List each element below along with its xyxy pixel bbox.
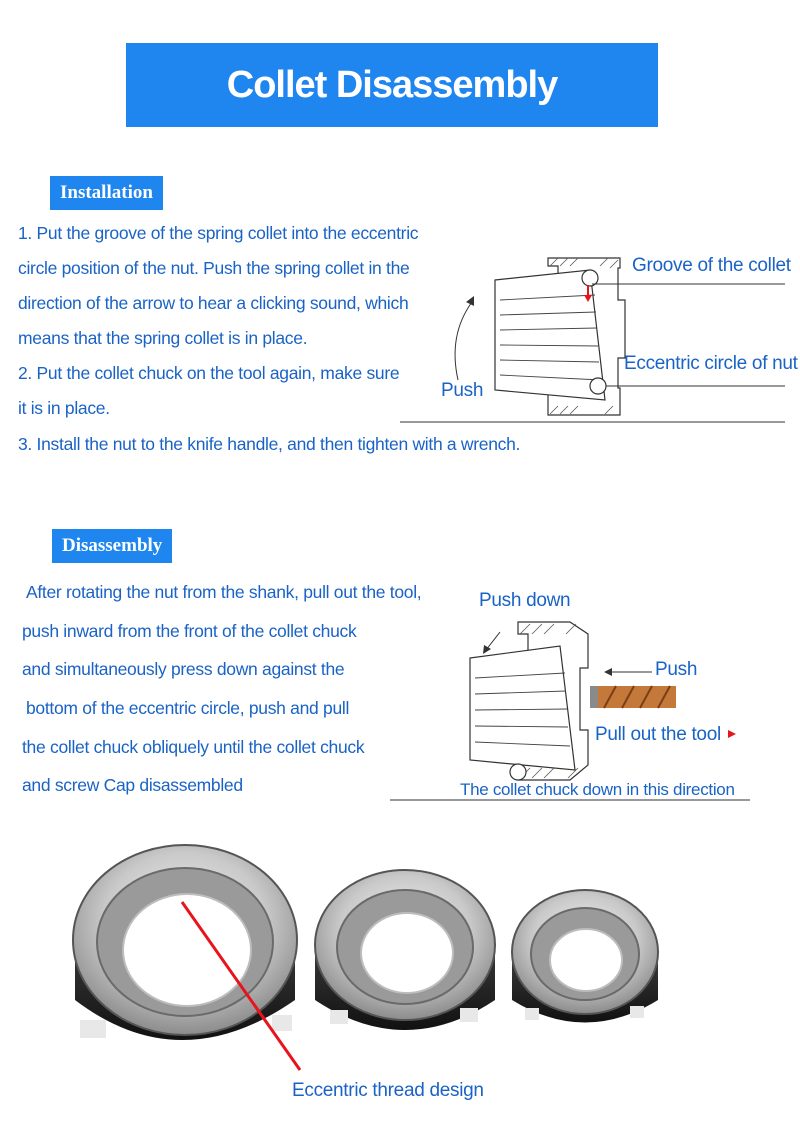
installation-line-5: 2. Put the collet chuck on the tool again, make sure [18, 363, 400, 383]
direction-label: The collet chuck down in this direction [460, 780, 735, 799]
disassembly-line-4: bottom of the eccentric circle, push and pull [26, 698, 350, 718]
installation-line-2: circle position of the nut. Push the spring collet in the [18, 258, 410, 278]
installation-line-7: 3. Install the nut to the knife handle, and then tighten with a wrench. [18, 434, 521, 454]
photo-caption: Eccentric thread design [292, 1080, 484, 1101]
small-nut [512, 890, 658, 1023]
disassembly-line-1: After rotating the nut from the shank, pull out the tool, [26, 582, 422, 602]
eccentric-label: Eccentric circle of nut [624, 353, 798, 374]
install-push-label: Push [441, 380, 484, 401]
disassembly-line-5: the collet chuck obliquely until the collet chuck [22, 737, 365, 757]
disassembly-line-6: and screw Cap disassembled [22, 775, 243, 795]
disassembly-heading: Disassembly [52, 529, 172, 563]
disassembly-push-label: Push [655, 659, 698, 680]
medium-nut [315, 870, 495, 1030]
installation-line-4: means that the spring collet is in place. [18, 328, 308, 348]
collet-nuts-photo [60, 830, 740, 1090]
installation-line-3: direction of the arrow to hear a clicking sound, which [18, 293, 409, 313]
installation-line-1: 1. Put the groove of the spring collet into the eccentric [18, 223, 419, 243]
installation-heading: Installation [50, 176, 163, 210]
disassembly-diagram [390, 610, 760, 805]
disassembly-line-3: and simultaneously press down against the [22, 659, 345, 679]
pull-out-label: Pull out the tool [595, 724, 721, 745]
large-nut [73, 845, 297, 1040]
installation-line-6: it is in place. [18, 398, 110, 418]
push-down-label: Push down [479, 590, 571, 611]
groove-label: Groove of the collet [632, 255, 791, 276]
page-title: Collet Disassembly Instructions [226, 64, 558, 190]
disassembly-line-2: push inward from the front of the collet chuck [22, 621, 357, 641]
